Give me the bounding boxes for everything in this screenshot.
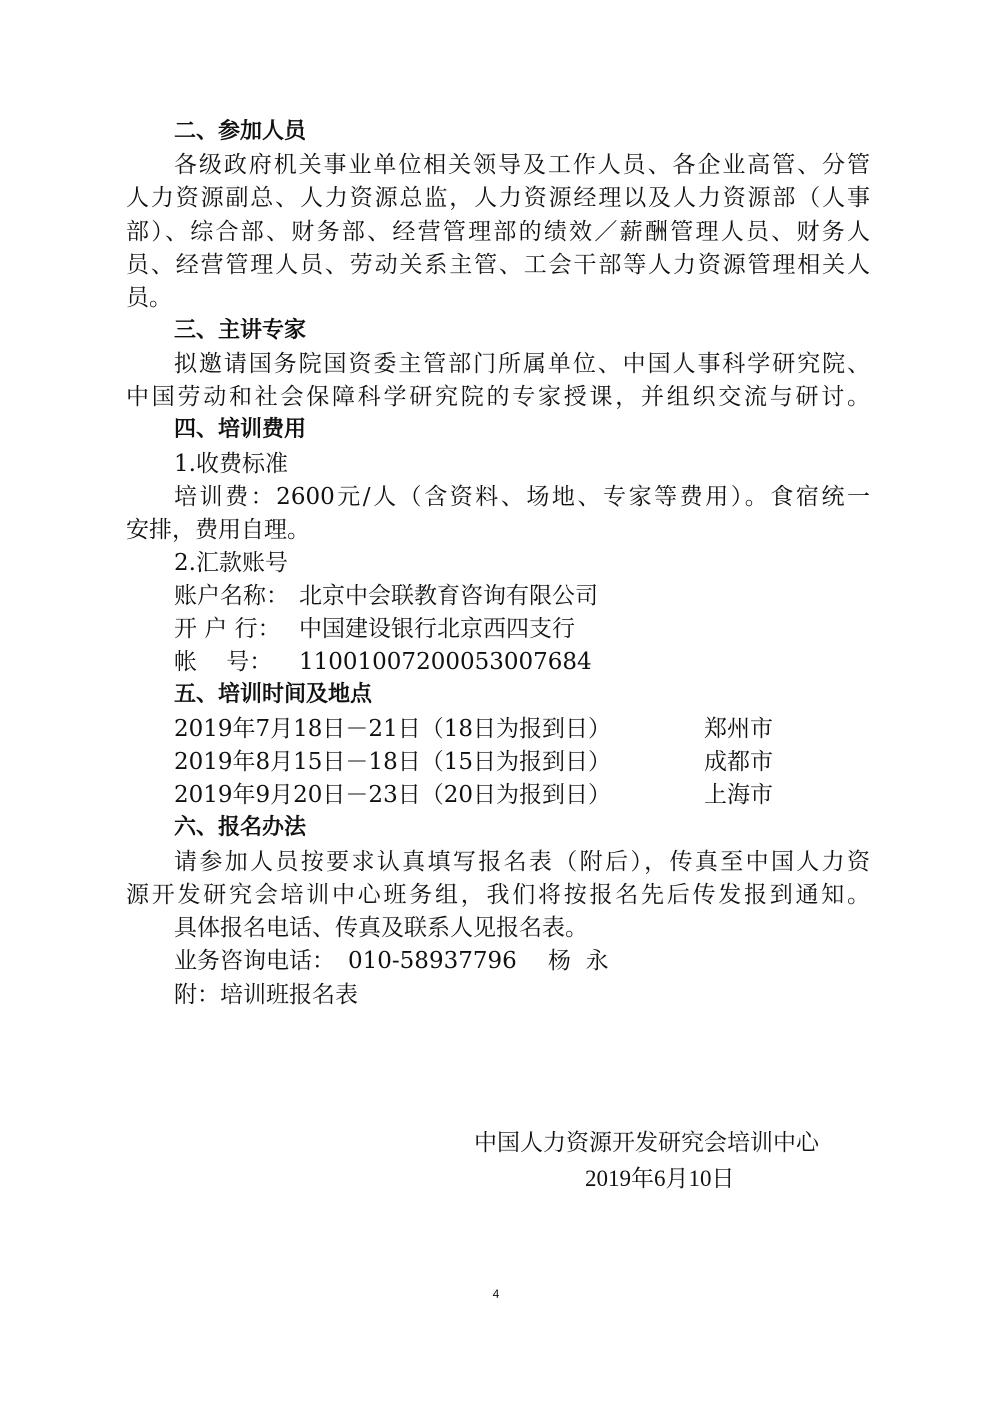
paragraph-line: 部）、综合部、财务部、经营管理部的绩效／薪酬管理人员、财务人 — [126, 219, 870, 245]
account-number-value: 11001007200053007684 — [299, 649, 592, 675]
page-number: 4 — [492, 1287, 500, 1301]
account-name-row — [174, 580, 774, 612]
phone-number: 010-58937796 — [348, 948, 517, 974]
paragraph-line: 人力资源副总、人力资源总监，人力资源经理以及人力资源部（人事 — [126, 185, 870, 211]
paragraph-line: 中国劳动和社会保障科学研究院的专家授课，并组织交流与研讨。 — [126, 384, 870, 410]
session-date: 2019年7月18日－21日（18日为报到日） — [174, 716, 611, 742]
account-number-label: 帐 号： — [174, 649, 273, 675]
session-row — [174, 713, 794, 745]
phone-label: 业务咨询电话： — [174, 948, 335, 974]
account-subtitle: 2.汇款账号 — [174, 550, 288, 576]
section-heading-experts: 三、主讲专家 — [174, 318, 307, 343]
account-number-row — [174, 646, 774, 678]
bank-row — [174, 613, 774, 645]
paragraph-line: 请参加人员按要求认真填写报名表（附后），传真至中国人力资 — [174, 849, 870, 875]
account-name-value: 北京中会联教育咨询有限公司 — [299, 583, 598, 609]
paragraph-line: 源开发研究会培训中心班务组，我们将按报名先后传发报到通知。 — [126, 882, 870, 908]
session-date: 2019年9月20日－23日（20日为报到日） — [174, 782, 611, 808]
paragraph-line: 各级政府机关事业单位相关领导及工作人员、各企业高管、分管 — [174, 152, 870, 178]
bank-value: 中国建设银行北京西四支行 — [299, 616, 575, 642]
section-heading-participants: 二、参加人员 — [174, 119, 307, 144]
contact-person: 杨 永 — [548, 948, 609, 974]
section-heading-fees: 四、培训费用 — [174, 417, 307, 442]
signature-date: 2019年6月10日 — [585, 1166, 735, 1191]
paragraph-line: 安排，费用自理。 — [126, 517, 310, 543]
session-date: 2019年8月15日－18日（15日为报到日） — [174, 749, 611, 775]
bank-label: 开 户 行： — [174, 616, 281, 642]
phone-row — [174, 945, 734, 977]
account-name-label: 账户名称： — [174, 583, 289, 609]
paragraph-line: 员。 — [126, 285, 172, 311]
session-row — [174, 779, 794, 811]
session-row — [174, 746, 794, 778]
paragraph-line: 员、经营管理人员、劳动关系主管、工会干部等人力资源管理相关人 — [126, 252, 870, 278]
paragraph-line: 拟邀请国务院国资委主管部门所属单位、中国人事科学研究院、 — [174, 351, 870, 377]
section-heading-schedule: 五、培训时间及地点 — [174, 682, 373, 707]
attachment-note: 附：培训班报名表 — [174, 982, 358, 1008]
paragraph-line: 培训费：2600元/人（含资料、场地、专家等费用）。食宿统一 — [174, 484, 870, 510]
session-city: 成都市 — [704, 749, 773, 775]
signature-org: 中国人力资源开发研究会培训中心 — [474, 1130, 819, 1155]
section-heading-registration: 六、报名办法 — [174, 815, 307, 840]
contact-note: 具体报名电话、传真及联系人见报名表。 — [174, 915, 588, 941]
session-city: 上海市 — [704, 782, 773, 808]
fee-subtitle: 1.收费标准 — [174, 451, 288, 477]
session-city: 郑州市 — [704, 716, 773, 742]
